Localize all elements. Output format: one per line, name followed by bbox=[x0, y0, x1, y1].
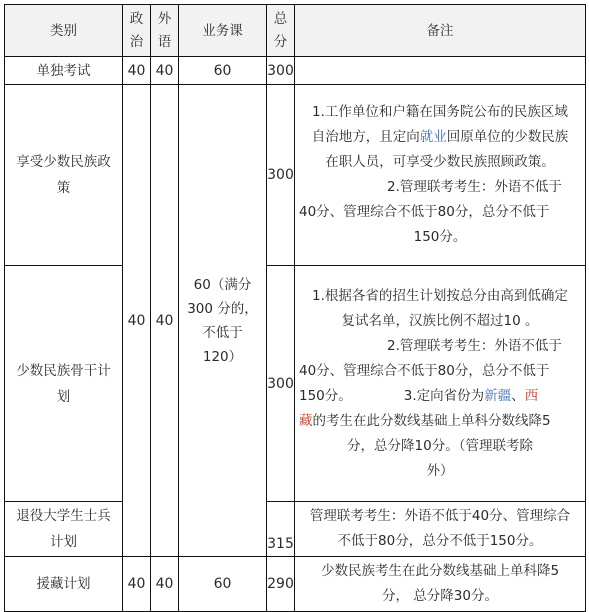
header-language-char-2: 语 bbox=[157, 33, 172, 50]
cell-category: 享受少数民族政策 bbox=[5, 85, 123, 266]
major-line-2: 300 分的， bbox=[187, 300, 258, 317]
cell-major: 60 bbox=[179, 57, 267, 85]
remark-line bbox=[299, 384, 581, 409]
header-total bbox=[267, 5, 295, 57]
cell-total: 290 bbox=[267, 557, 295, 612]
header-language-char-1: 外 bbox=[157, 10, 172, 27]
remark-line: 在职人员，可享受少数民族照顾政策。 bbox=[325, 154, 555, 170]
cell-language: 40 bbox=[151, 557, 179, 612]
header-category: 类别 bbox=[5, 5, 123, 57]
remark-line: 少数民族考生在此分数线基础上单科降5 bbox=[320, 563, 560, 579]
cell-total: 300 bbox=[267, 57, 295, 85]
remark-line: 40分、管理综合不低于80分，总分不低于 bbox=[299, 204, 550, 220]
remark-text: 的考生在此分数线基础上单科分数线降5 bbox=[312, 412, 551, 429]
remark-line: 分， 总分降30分。 bbox=[382, 588, 498, 604]
remark-line: 1.工作单位和户籍在国务院公布的民族区域 bbox=[312, 104, 568, 120]
table-row-veteran bbox=[5, 502, 586, 557]
remark-text: 自治地方，且定向 bbox=[311, 129, 420, 145]
remark-line: 1.根据各省的招生计划按总分由高到低确定 bbox=[312, 287, 568, 304]
cell-category: 援藏计划 bbox=[5, 557, 123, 612]
cell-remarks-empty bbox=[295, 57, 586, 85]
remark-line: 2.管理联考考生：外语不低于 bbox=[387, 179, 562, 195]
remark-line: 复试名单，汉族比例不超过10 。 bbox=[341, 312, 539, 329]
remark-line: 不低于80分，总分不低于150分。 bbox=[337, 533, 543, 549]
remark-line bbox=[299, 125, 581, 150]
cell-category: 单独考试 bbox=[5, 57, 123, 85]
cell-total: 300 bbox=[267, 266, 295, 502]
remark-link-xi[interactable]: 西 bbox=[524, 387, 539, 404]
cell-politics: 40 bbox=[123, 557, 151, 612]
table-row-ethnic-policy bbox=[5, 85, 586, 266]
remark-link-xinjiang[interactable]: 新疆 bbox=[484, 387, 512, 404]
table-row-minority-backbone bbox=[5, 266, 586, 502]
remark-line: 40分、管理综合不低于80分，总分不低于 bbox=[299, 362, 550, 379]
major-line-4: 120） bbox=[202, 348, 243, 365]
cell-language-merged: 40 bbox=[151, 85, 179, 557]
remark-line bbox=[299, 409, 581, 434]
header-language bbox=[151, 5, 179, 57]
major-line-3: 不低于 bbox=[202, 324, 243, 341]
cell-remarks bbox=[295, 557, 586, 612]
header-politics bbox=[123, 5, 151, 57]
major-line-1: 60（满分 bbox=[193, 276, 252, 293]
score-requirements-table bbox=[4, 4, 586, 612]
remark-line: 外） bbox=[426, 462, 454, 479]
cell-politics: 40 bbox=[123, 57, 151, 85]
remark-link-jiuye[interactable]: 就业 bbox=[419, 129, 447, 145]
header-politics-char-1: 政 bbox=[129, 10, 144, 27]
cell-category: 少数民族骨干计划 bbox=[5, 266, 123, 502]
cell-total: 300 bbox=[267, 85, 295, 266]
cell-remarks bbox=[295, 85, 586, 266]
cell-major: 60 bbox=[179, 557, 267, 612]
header-major: 业务课 bbox=[179, 5, 267, 57]
remark-line: 管理联考考生：外语不低于40分、管理综合 bbox=[309, 508, 571, 524]
cell-politics-merged: 40 bbox=[123, 85, 151, 557]
cell-total: 315 bbox=[267, 502, 295, 557]
remark-line: 分，总分降10分。（管理联考除 bbox=[347, 437, 533, 454]
remark-text: 3.定向省份为 bbox=[403, 387, 485, 404]
score-table-container bbox=[4, 4, 585, 607]
header-total-char-1: 总 bbox=[273, 10, 288, 27]
remark-text: 、 bbox=[511, 387, 525, 404]
cell-major-merged bbox=[179, 85, 267, 557]
cell-remarks bbox=[295, 266, 586, 502]
remark-link-zang[interactable]: 藏 bbox=[299, 412, 313, 429]
table-row-single-exam bbox=[5, 57, 586, 85]
cell-language: 40 bbox=[151, 57, 179, 85]
cell-category: 退役大学生士兵计划 bbox=[5, 502, 123, 557]
header-total-char-2: 分 bbox=[273, 33, 288, 50]
remark-line: 2.管理联考考生：外语不低于 bbox=[387, 337, 562, 354]
cell-remarks bbox=[295, 502, 586, 557]
table-header-row bbox=[5, 5, 586, 57]
remark-line: 150分。 bbox=[413, 229, 467, 245]
remark-text: 回原单位的少数民族 bbox=[446, 129, 569, 145]
header-politics-char-2: 治 bbox=[129, 33, 144, 50]
remark-text: 150分。 bbox=[299, 387, 352, 404]
header-remarks: 备注 bbox=[295, 5, 586, 57]
table-row-tibet-aid bbox=[5, 557, 586, 612]
